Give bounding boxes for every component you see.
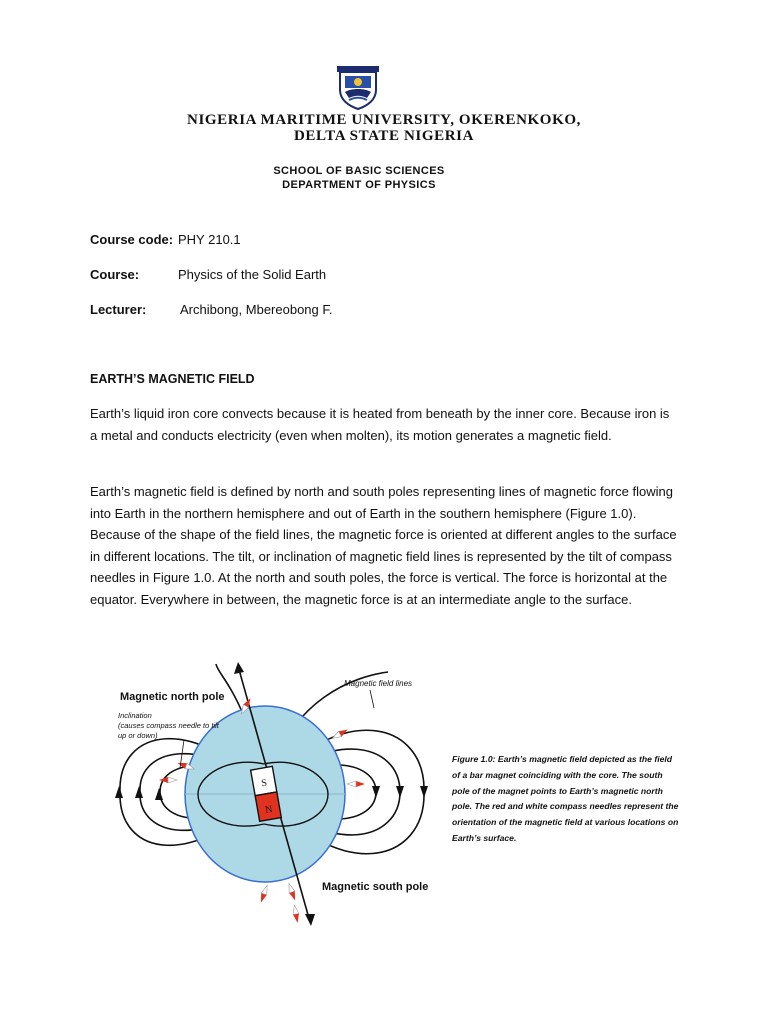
course-value: Physics of the Solid Earth (178, 267, 327, 282)
course-label: Course: (90, 267, 140, 282)
university-crest-logo (337, 66, 379, 110)
compass-needle (347, 781, 365, 787)
label-inclination: Inclination (118, 711, 152, 720)
figure-caption: Figure 1.0: Earth’s magnetic field depicted as the field of a bar magnet coinciding with the core. The south pole of the magnet points to Earth’s magnetic north pole. The red and white compass needles represent the orientation of the magnetic field at various locations on Earth’s surface. (452, 754, 679, 843)
compass-needle (291, 905, 300, 924)
university-name-line1: NIGERIA MARITIME UNIVERSITY, OKERENKOKO, (187, 112, 581, 128)
school-name: SCHOOL OF BASIC SCIENCES (273, 165, 445, 177)
field-lines-pointer (370, 690, 374, 708)
paragraph-1: Earth’s liquid iron core convects because it is heated from beneath by the inner core. Because iron is a metal and conducts electricity (even when molten), its motion generates a magnetic field. (90, 406, 670, 443)
compass-needle (286, 883, 298, 902)
magnetic-field-figure (88, 656, 438, 928)
compass-needle (258, 885, 270, 904)
axis-arrow-top (234, 662, 244, 674)
magnet-south-label: S (260, 777, 268, 790)
label-magnetic-field-lines: Magnetic field lines (344, 679, 413, 688)
label-inclination-note-2: up or down) (118, 731, 158, 740)
lecturer-value: Archibong, Mbereobong F. (180, 302, 333, 317)
section-heading: EARTH’S MAGNETIC FIELD (90, 372, 255, 386)
course-code-row (90, 232, 241, 247)
university-name-line2: DELTA STATE NIGERIA (293, 128, 475, 144)
course-code-label: Course code: (90, 232, 174, 247)
course-row (90, 267, 326, 282)
magnet-north-label: N (264, 804, 274, 817)
department-name: DEPARTMENT OF PHYSICS (282, 179, 436, 191)
label-magnetic-north-pole: Magnetic north pole (120, 691, 225, 703)
lecturer-label: Lecturer: (90, 302, 147, 317)
label-inclination-note-1: (causes compass needle to tilt (118, 721, 219, 730)
label-magnetic-south-pole: Magnetic south pole (322, 881, 429, 893)
compass-needle (331, 727, 350, 741)
axis-arrow-bottom (305, 914, 315, 926)
lecturer-row (90, 302, 332, 317)
course-code-value: PHY 210.1 (178, 232, 241, 247)
paragraph-2: Earth’s magnetic field is defined by north and south poles representing lines of magnetic force flowing into Earth in the northern hemisphere and out of Earth in the southern hemisphere (Figure 1.0). Because of the shape of the field lines, the magnetic force is oriented at different angles to the surface in different locations. The tilt, or inclination of magnetic field lines is represented by the tilt of compass needles in Figure 1.0. At the north and south poles, the force is vertical. The force is horizontal at the equator. Everywhere in between, the magnetic force is at an intermediate angle to the surface. (90, 484, 677, 607)
